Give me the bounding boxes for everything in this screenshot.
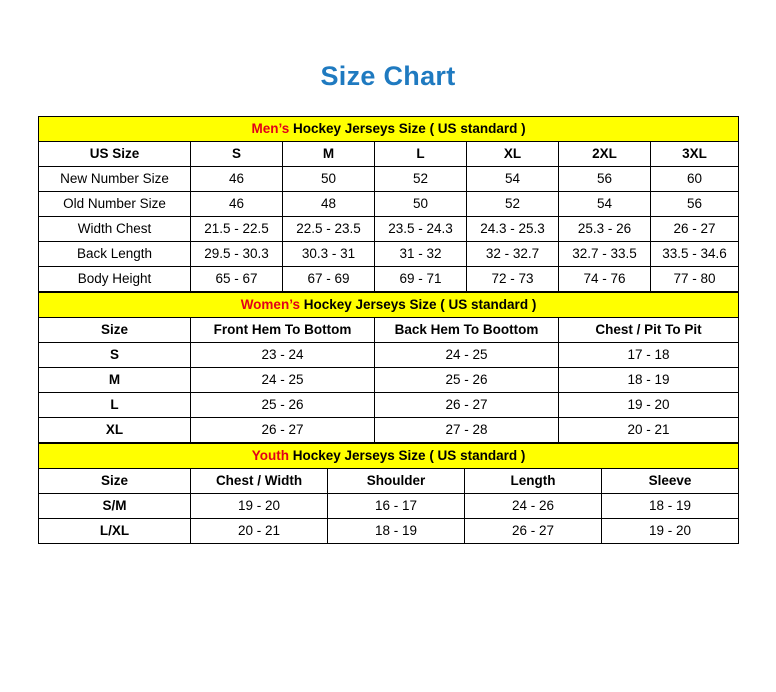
womens-section-heading [39, 292, 739, 317]
mens-section-heading [39, 116, 739, 141]
youth-heading-rest: Hockey Jerseys Size ( US standard ) [288, 448, 526, 464]
womens-size-table [38, 292, 739, 443]
table-cell: 22.5 - 23.5 [283, 216, 375, 241]
table-cell: 69 - 71 [375, 266, 467, 291]
table-cell: 56 [651, 191, 739, 216]
row-label: L [39, 392, 191, 417]
mens-col-header: S [191, 141, 283, 166]
table-row [39, 342, 739, 367]
table-cell: 26 - 27 [375, 392, 559, 417]
table-row [39, 493, 739, 518]
row-label: L/XL [39, 518, 191, 543]
size-chart-tables [38, 116, 738, 544]
table-cell: 20 - 21 [191, 518, 328, 543]
womens-heading-rest: Hockey Jerseys Size ( US standard ) [299, 297, 537, 313]
table-cell: 77 - 80 [651, 266, 739, 291]
table-cell: 46 [191, 191, 283, 216]
table-cell: 60 [651, 166, 739, 191]
table-cell: 26 - 27 [465, 518, 602, 543]
row-label: Back Length [39, 241, 191, 266]
mens-col-header: 2XL [559, 141, 651, 166]
row-label: M [39, 367, 191, 392]
table-cell: 26 - 27 [651, 216, 739, 241]
table-cell: 65 - 67 [191, 266, 283, 291]
mens-col-header: L [375, 141, 467, 166]
mens-section-heading-cell [39, 116, 739, 141]
table-cell: 24.3 - 25.3 [467, 216, 559, 241]
table-cell: 33.5 - 34.6 [651, 241, 739, 266]
table-cell: 19 - 20 [559, 392, 739, 417]
womens-col-header: Size [39, 317, 191, 342]
table-cell: 52 [467, 191, 559, 216]
table-cell: 52 [375, 166, 467, 191]
table-cell: 20 - 21 [559, 417, 739, 442]
mens-size-table [38, 116, 739, 292]
table-cell: 72 - 73 [467, 266, 559, 291]
row-label: XL [39, 417, 191, 442]
table-row [39, 518, 739, 543]
youth-heading-accent: Youth [251, 448, 289, 464]
table-row [39, 241, 739, 266]
youth-section-heading [39, 443, 739, 468]
table-cell: 24 - 25 [191, 367, 375, 392]
table-cell: 46 [191, 166, 283, 191]
table-row [39, 392, 739, 417]
table-cell: 56 [559, 166, 651, 191]
table-cell: 18 - 19 [328, 518, 465, 543]
table-cell: 19 - 20 [191, 493, 328, 518]
youth-column-headers [39, 468, 739, 493]
womens-col-header: Front Hem To Bottom [191, 317, 375, 342]
mens-column-headers [39, 141, 739, 166]
womens-heading-accent: Women’s [240, 297, 300, 313]
table-row [39, 216, 739, 241]
youth-col-header: Chest / Width [191, 468, 328, 493]
table-cell: 32 - 32.7 [467, 241, 559, 266]
youth-col-header: Sleeve [602, 468, 739, 493]
table-row [39, 367, 739, 392]
mens-heading-accent: Men’s [251, 121, 290, 137]
page-title: Size Chart [320, 61, 456, 91]
table-cell: 18 - 19 [602, 493, 739, 518]
table-cell: 19 - 20 [602, 518, 739, 543]
table-row [39, 191, 739, 216]
youth-col-header: Size [39, 468, 191, 493]
table-row [39, 266, 739, 291]
womens-column-headers [39, 317, 739, 342]
table-cell: 16 - 17 [328, 493, 465, 518]
table-cell: 25.3 - 26 [559, 216, 651, 241]
table-cell: 24 - 25 [375, 342, 559, 367]
table-row [39, 417, 739, 442]
row-label: Body Height [39, 266, 191, 291]
womens-col-header: Back Hem To Boottom [375, 317, 559, 342]
table-cell: 50 [375, 191, 467, 216]
table-cell: 26 - 27 [191, 417, 375, 442]
table-cell: 27 - 28 [375, 417, 559, 442]
row-label: S [39, 342, 191, 367]
mens-col-header: US Size [39, 141, 191, 166]
womens-col-header: Chest / Pit To Pit [559, 317, 739, 342]
table-cell: 23.5 - 24.3 [375, 216, 467, 241]
row-label: Old Number Size [39, 191, 191, 216]
table-cell: 32.7 - 33.5 [559, 241, 651, 266]
table-cell: 54 [467, 166, 559, 191]
table-cell: 54 [559, 191, 651, 216]
youth-section-heading-cell [39, 443, 739, 468]
table-cell: 30.3 - 31 [283, 241, 375, 266]
table-cell: 74 - 76 [559, 266, 651, 291]
youth-col-header: Shoulder [328, 468, 465, 493]
table-cell: 17 - 18 [559, 342, 739, 367]
womens-section-heading-cell [39, 292, 739, 317]
youth-col-header: Length [465, 468, 602, 493]
row-label: S/M [39, 493, 191, 518]
table-cell: 25 - 26 [375, 367, 559, 392]
table-cell: 48 [283, 191, 375, 216]
table-cell: 25 - 26 [191, 392, 375, 417]
mens-heading-rest: Hockey Jerseys Size ( US standard ) [289, 121, 526, 137]
table-cell: 21.5 - 22.5 [191, 216, 283, 241]
table-cell: 24 - 26 [465, 493, 602, 518]
table-cell: 50 [283, 166, 375, 191]
table-cell: 67 - 69 [283, 266, 375, 291]
table-cell: 23 - 24 [191, 342, 375, 367]
row-label: Width Chest [39, 216, 191, 241]
mens-col-header: M [283, 141, 375, 166]
table-row [39, 166, 739, 191]
mens-col-header: XL [467, 141, 559, 166]
table-cell: 18 - 19 [559, 367, 739, 392]
table-cell: 29.5 - 30.3 [191, 241, 283, 266]
mens-col-header: 3XL [651, 141, 739, 166]
row-label: New Number Size [39, 166, 191, 191]
table-cell: 31 - 32 [375, 241, 467, 266]
youth-size-table [38, 443, 739, 544]
